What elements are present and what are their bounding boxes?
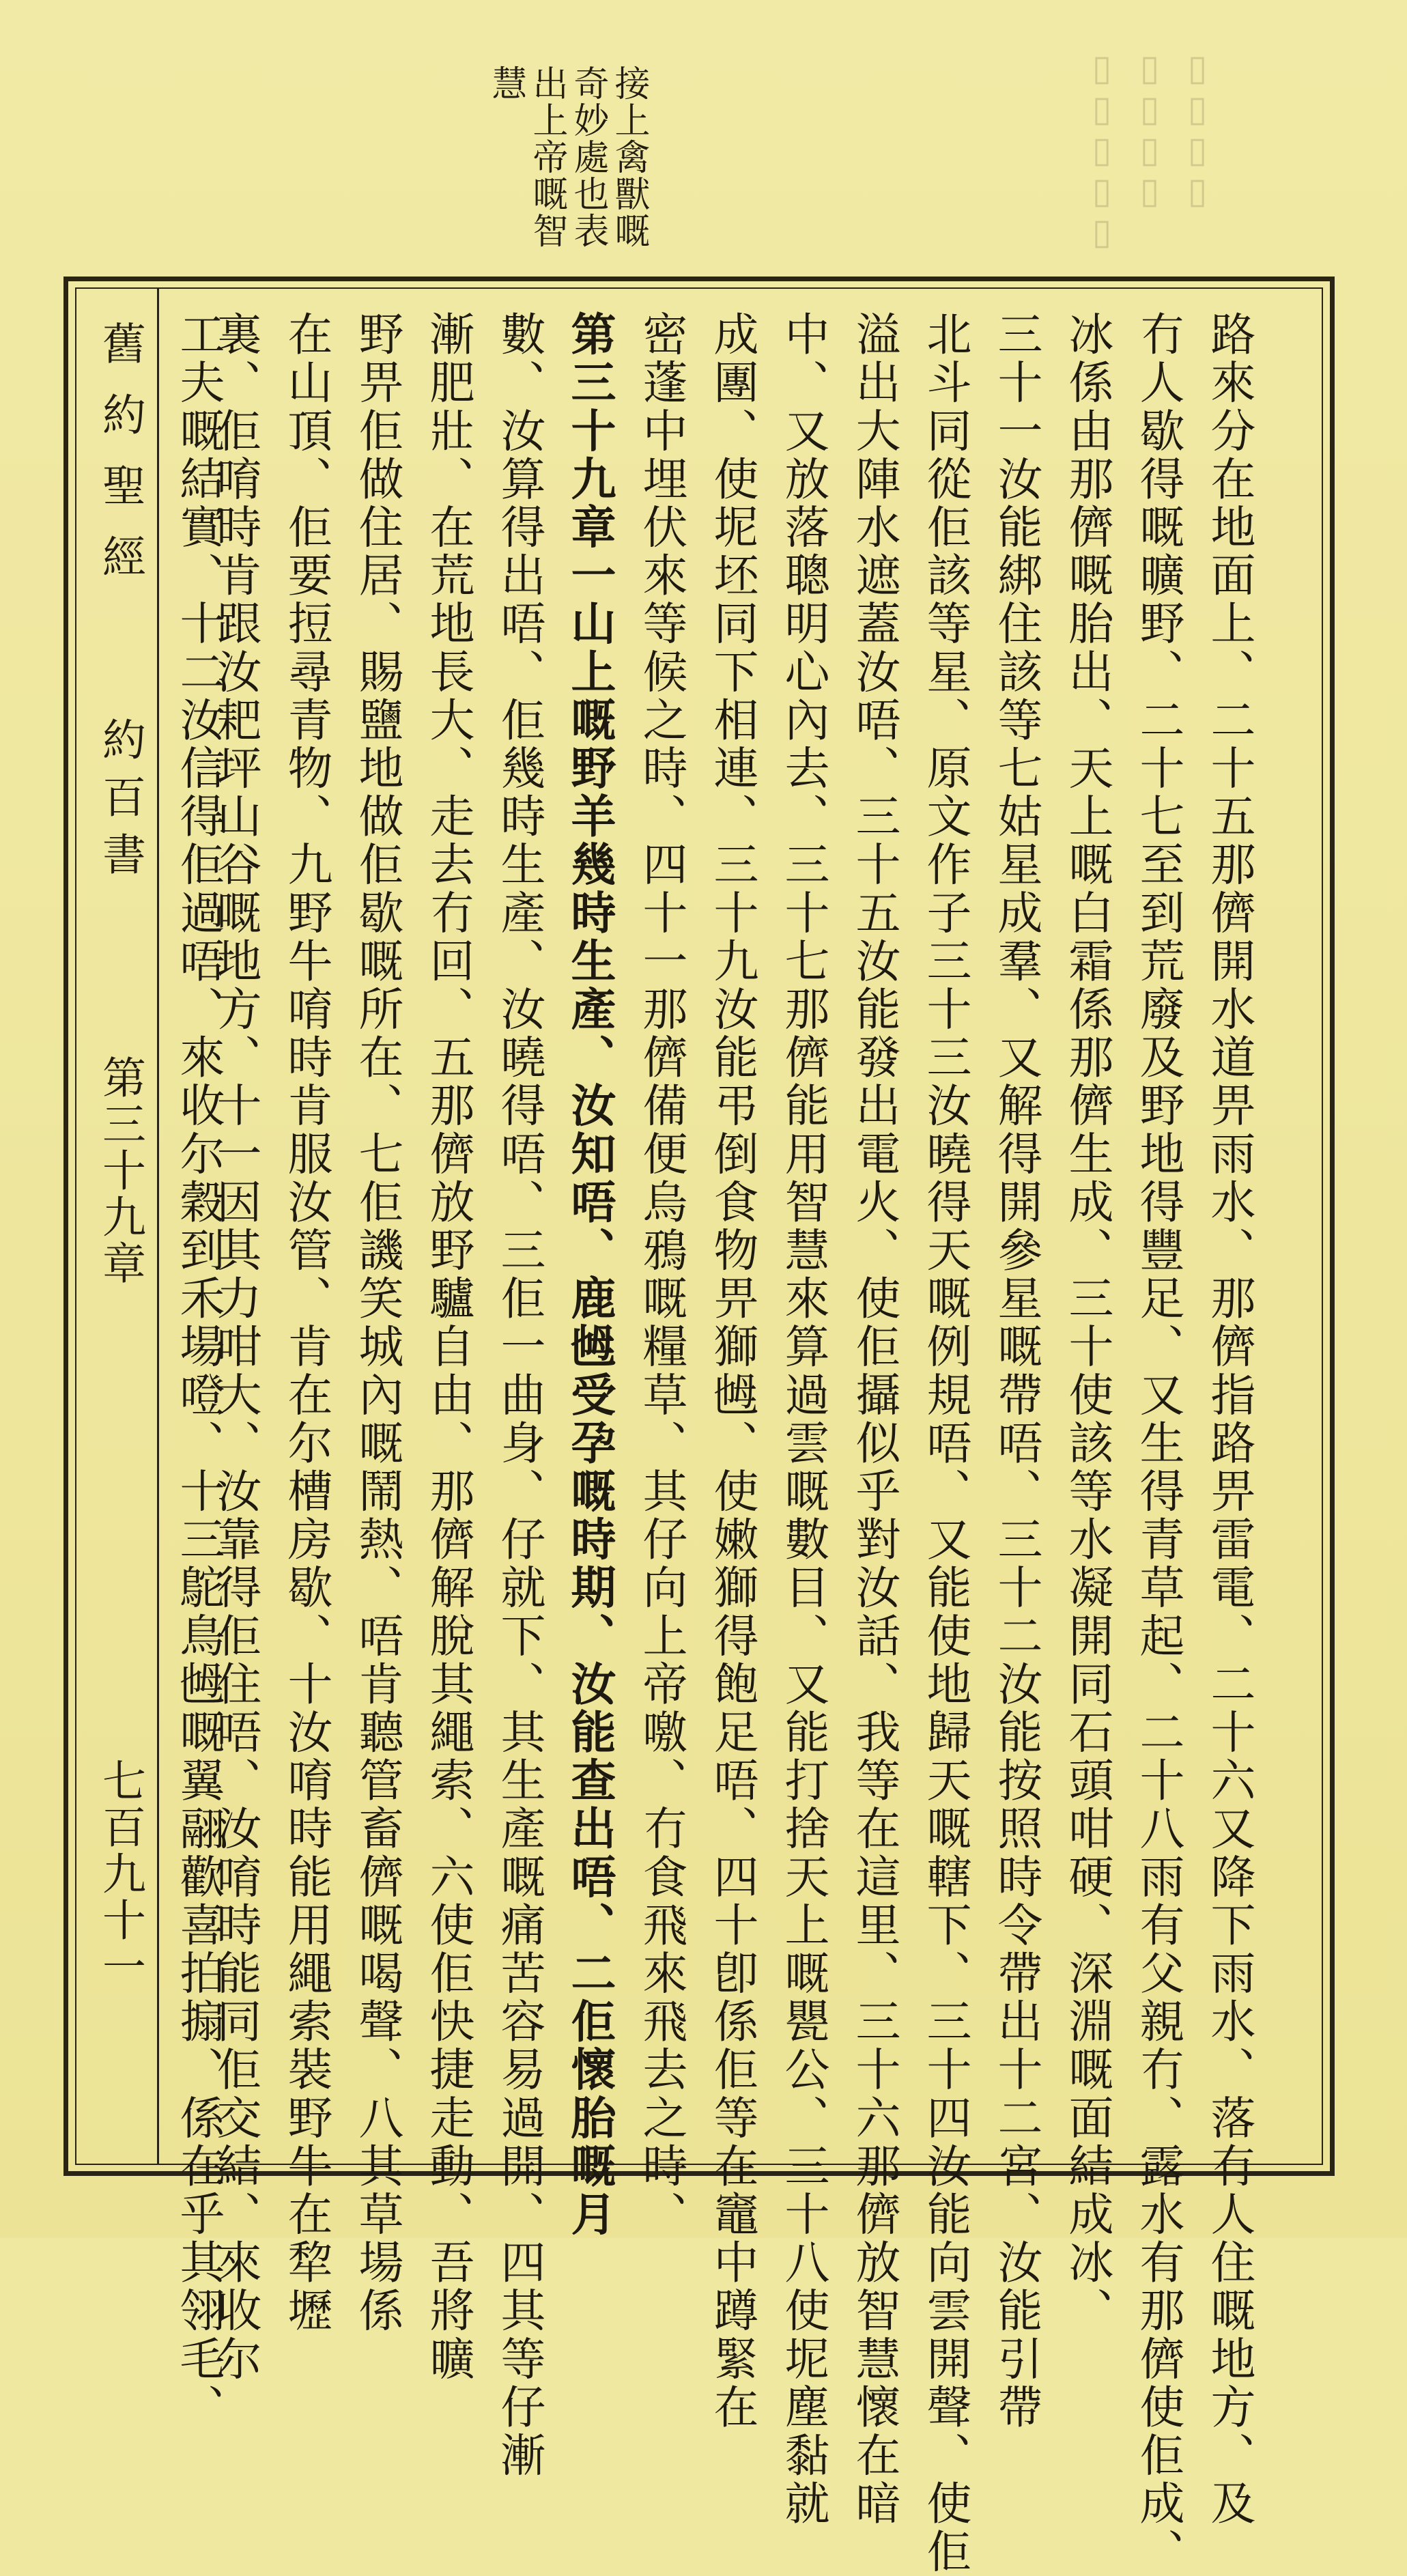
header-note-column: 接上禽獸嘅 — [608, 65, 649, 249]
text-column: 裏、佢唷時肯跟汝耙坪山谷嘅地方、十一因其力咁大、汝靠得佢住唔、汝唷時能同佢交結、來收尔 — [209, 311, 261, 2383]
text-column: 工夫嘅結實、十二汝信得佢過唔、來收尔穀到禾場噔、十三鴕鳥乸嘅翼翮歡喜拍搧、係在乎其翎毛、 — [172, 311, 225, 2432]
page-number: 七百九十一 — [95, 1758, 145, 1990]
text-column: 北斗同從佢該等星、原文作子三十三汝曉得天嘅例規唔、又能使地歸天嘅轄下、三十四汝能向雲開聲、使佢 — [919, 311, 971, 2576]
header-note-column: 慧 — [485, 65, 526, 102]
text-column: 數、汝算得出唔、佢幾時生產、汝曉得唔、三佢一曲身、仔就下、其生產嘅痛苦容易過開、四其等仔漸 — [493, 311, 545, 2480]
text-column: 中、又放落聰明心內去、三十七那儕能用智慧來算過雲嘅數目、又能打捨天上嘅甖公、三十八使坭塵黏就 — [777, 311, 829, 2528]
chapter-heading-column: 第三十九章一山上嘅野羊幾時生產、汝知唔、鹿乸受孕嘅時期、汝能查出唔、二佢懷胎嘅月 — [563, 311, 616, 2239]
margin-divider — [157, 287, 159, 2165]
text-column: 漸肥壯、在荒地長大、走去冇回、五那儕放野驢自由、那儕解脫其繩索、六使佢快捷走動、吾將曠 — [422, 311, 474, 2383]
text-column: 在山頂、佢要𢭃尋青物、九野牛唷時肯服汝管、肯在尔槽房歇、十汝唷時能用繩索裝野牛在犂壢 — [280, 311, 332, 2336]
text-column: 溢出大陣水遮蓋汝唔、三十五汝能發出電火、使佢攝似乎對汝話、我等在這里、三十六那儕放智慧懷在暗 — [848, 311, 900, 2528]
ghost-print: ▯▯▯▯▯ — [1081, 48, 1122, 253]
ghost-print: ▯▯▯▯ — [1129, 48, 1170, 212]
ghost-print: ▯▯▯▯ — [1177, 48, 1218, 212]
book-name: 約百書 — [95, 717, 145, 889]
text-column: 冰係由那儕嘅胎出、天上嘅白霜係那儕生成、三十使該等水凝開同石頭咁硬、深淵嘅面結成冰、 — [1061, 311, 1113, 2336]
text-column: 三十一汝能綁住該等七姑星成羣、又解得開參星嘅帶唔、三十二汝能按照時令帶出十二宮、汝能引帶 — [990, 311, 1042, 2432]
text-column: 密蓬中埋伏來等候之時、四十一那儕備便烏鴉嘅糧草、其仔向上帝噭、冇食飛來飛去之時、 — [635, 311, 687, 2239]
header-note-column: 奇妙處也表 — [567, 65, 608, 249]
book-title: 舊約聖經 — [95, 321, 145, 605]
text-column: 路來分在地面上、二十五那儕開水道畀雨水、那儕指路畀雷電、二十六又降下雨水、落冇人住嘅地方、及 — [1203, 311, 1255, 2528]
text-column: 成團、使坭坯同下相連、三十九汝能弔倒食物畀獅乸、使嫩獅得飽足唔、四十卽係佢等在竈中蹲緊在 — [706, 311, 758, 2432]
chapter-label: 第三十九章 — [95, 1055, 145, 1287]
text-column: 野畀佢做住居、賜鹽地做佢歇嘅所在、七佢譏笑城內嘅鬧熱、唔肯聽管畜儕嘅喝聲、八其草場係 — [351, 311, 403, 2336]
text-column: 冇人歇得嘅曠野、二十七至到荒廢及野地得豐足、又生得青草起、二十八雨有父親冇、露水有那儕使佢成、 — [1132, 311, 1184, 2576]
header-note-column: 出上帝嘅智 — [526, 65, 567, 249]
